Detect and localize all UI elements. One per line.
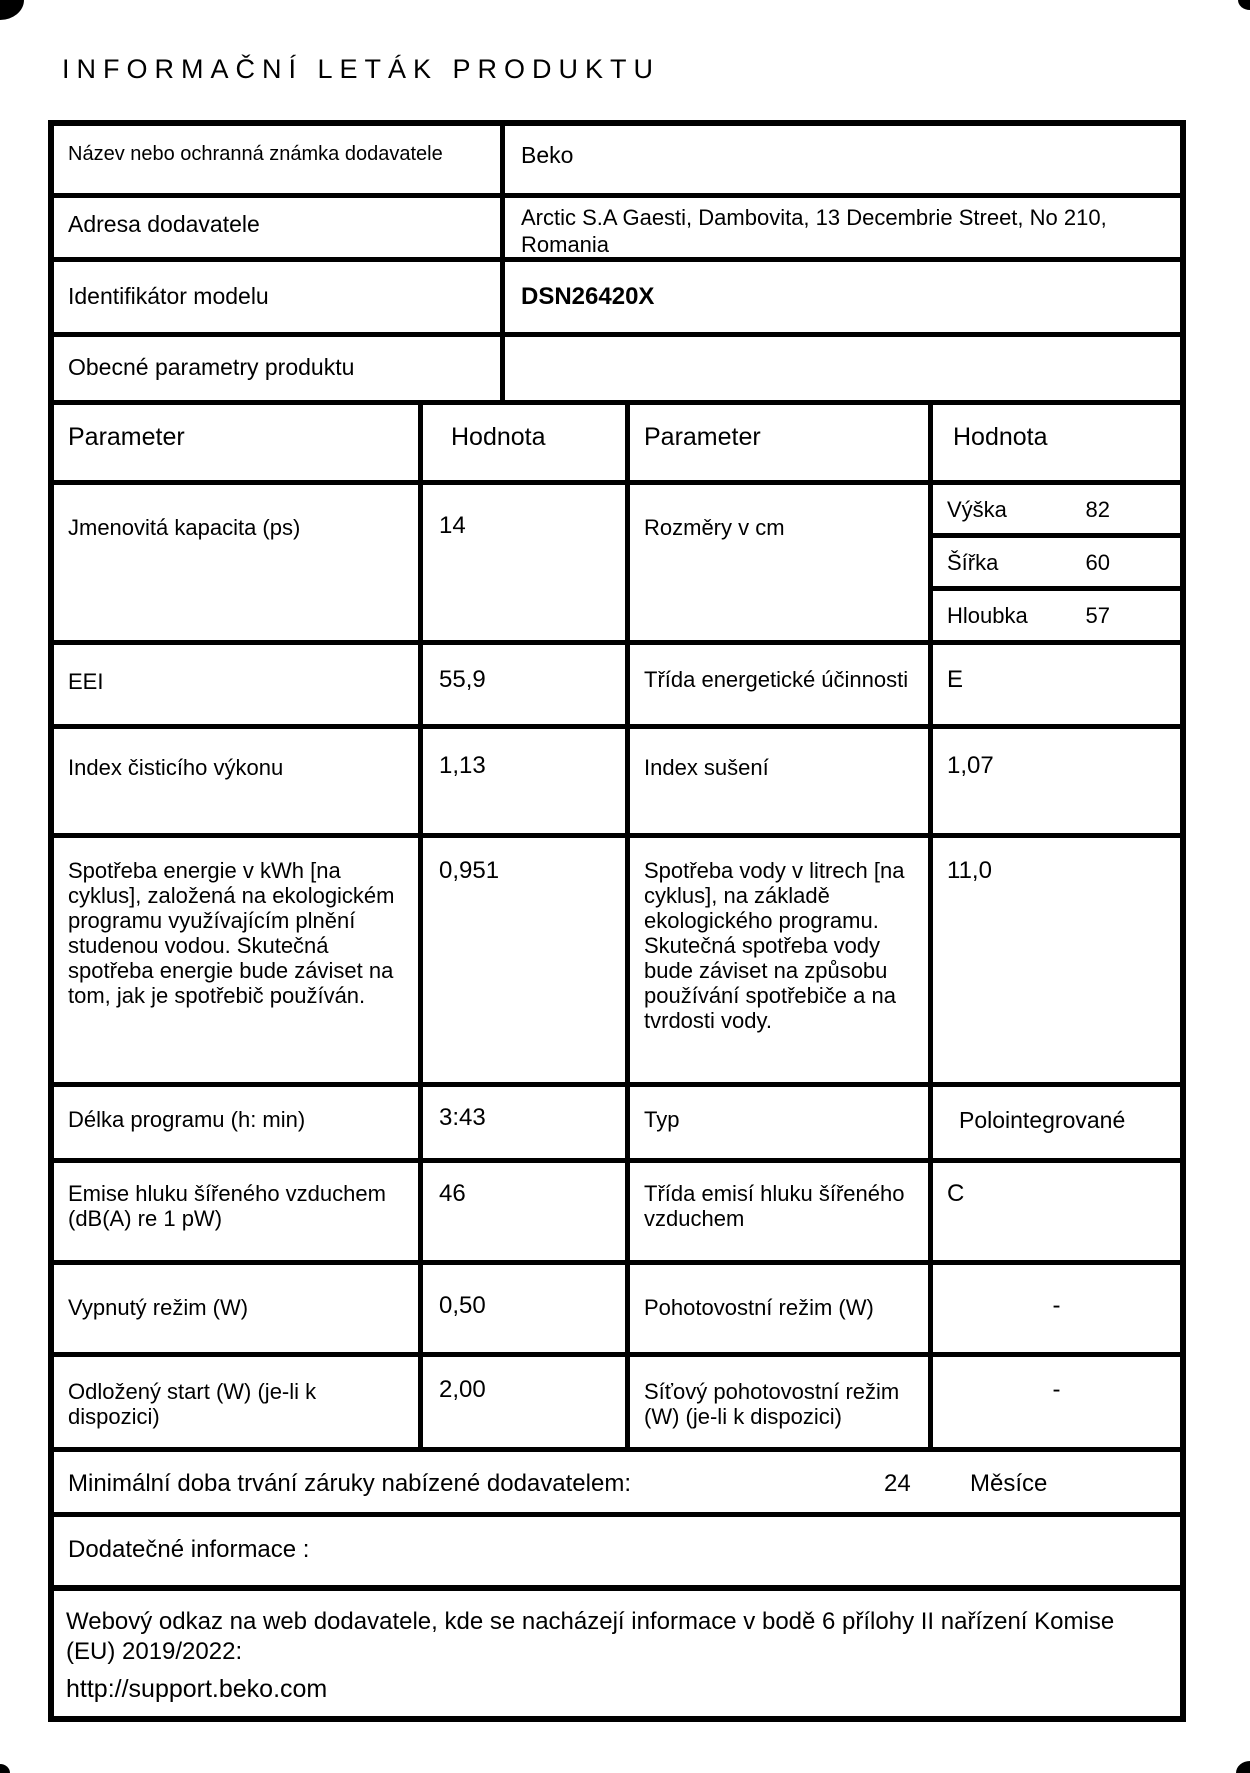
- dimension-height-label: Výška: [947, 497, 1007, 522]
- dimension-row-width: [933, 533, 1180, 586]
- dimension-width-value: 60: [1085, 550, 1110, 575]
- noise-class-label: Třída emisí hluku šířeného vzduchem: [625, 1163, 928, 1260]
- row-energy-water-consumption: [54, 833, 1180, 1082]
- program-duration-label: Délka programu (h: min): [68, 1107, 306, 1132]
- cleaning-index-label: Index čisticího výkonu: [68, 755, 284, 780]
- general-parameters-label: Obecné parametry produktu: [68, 354, 355, 380]
- network-standby-label: Síťový pohotovostní režim (W) (je-li k dispozici): [625, 1357, 928, 1447]
- warranty-value: 24: [884, 1470, 911, 1497]
- noise-emission-value: 46: [418, 1163, 625, 1260]
- standby-mode-label: Pohotovostní režim (W): [625, 1265, 928, 1352]
- general-parameters-empty-cell: [500, 337, 1180, 400]
- row-column-headers: [54, 400, 1180, 480]
- network-standby-value: -: [928, 1357, 1180, 1447]
- type-value: Polointegrované: [928, 1087, 1180, 1158]
- product-data-table: [48, 120, 1186, 1591]
- capacity-label: Jmenovitá kapacita (ps): [68, 515, 301, 540]
- column-header-parameter-right: Parameter: [625, 405, 928, 480]
- supplier-name-value: Beko: [500, 126, 1180, 193]
- weblink-description: Webový odkaz na web dodavatele, kde se nacházejí informace v bodě 6 přílohy II nařízení Komise (EU) 2019/2022:: [66, 1608, 1115, 1665]
- model-identifier-value: DSN26420X: [500, 262, 1180, 332]
- energy-class-label: Třída energetické účinnosti: [625, 645, 928, 724]
- water-consumption-value: 11,0: [928, 838, 1180, 1082]
- scan-corner-artifact: [0, 1764, 10, 1773]
- energy-consumption-label: Spotřeba energie v kWh [na cyklus], založená na ekologickém programu využívajícím plnění studenou vodou. Skutečná spotřeba energie bude záviset na tom, jak je spotřebič používán.: [68, 858, 395, 1008]
- additional-info-label: Dodatečné informace :: [68, 1536, 310, 1563]
- warranty-unit: Měsíce: [970, 1470, 1048, 1497]
- row-cleaning-drying-index: [54, 724, 1180, 833]
- noise-class-value: C: [928, 1163, 1180, 1260]
- eei-value: 55,9: [418, 645, 625, 724]
- row-supplier-address: [54, 193, 1180, 257]
- dimension-depth-label: Hloubka: [947, 603, 1028, 628]
- row-supplier-name: [54, 126, 1180, 193]
- row-eei-energy-class: [54, 640, 1180, 724]
- dimensions-label: Rozměry v cm: [625, 485, 928, 640]
- capacity-value: 14: [418, 485, 625, 640]
- noise-emission-label: Emise hluku šířeného vzduchem (dB(A) re 1 pW): [68, 1181, 386, 1231]
- dimension-depth-value: 57: [1085, 603, 1110, 628]
- dimension-width-label: Šířka: [947, 550, 999, 575]
- row-warranty: [54, 1447, 1180, 1512]
- cleaning-index-value: 1,13: [418, 729, 625, 833]
- drying-index-value: 1,07: [928, 729, 1180, 833]
- dimension-row-height: [933, 485, 1180, 533]
- row-delayed-start: [54, 1352, 1180, 1447]
- row-capacity-dimensions: [54, 480, 1180, 640]
- model-identifier-label: Identifikátor modelu: [68, 283, 269, 309]
- delayed-start-value: 2,00: [418, 1357, 625, 1447]
- eei-label: EEI: [68, 669, 104, 694]
- row-additional-info: [54, 1512, 1180, 1585]
- energy-consumption-value: 0,951: [418, 838, 625, 1082]
- program-duration-value: 3:43: [418, 1087, 625, 1158]
- energy-class-value: E: [928, 645, 1180, 724]
- supplier-weblink-box: [48, 1585, 1186, 1722]
- row-model-identifier: [54, 257, 1180, 332]
- supplier-address-label: Adresa dodavatele: [68, 211, 260, 237]
- column-header-parameter-left: Parameter: [68, 423, 185, 451]
- weblink-url[interactable]: http://support.beko.com: [66, 1675, 328, 1703]
- column-header-value-right: Hodnota: [928, 405, 1180, 480]
- drying-index-label: Index sušení: [625, 729, 928, 833]
- off-mode-label: Vypnutý režim (W): [68, 1295, 249, 1320]
- scan-corner-artifact: [1238, 0, 1250, 10]
- dimension-height-value: 82: [1085, 497, 1110, 522]
- dimensions-subtable: [928, 485, 1180, 640]
- row-duration-type: [54, 1082, 1180, 1158]
- type-label: Typ: [625, 1087, 928, 1158]
- column-header-value-left: Hodnota: [418, 405, 625, 480]
- supplier-name-label: Název nebo ochranná známka dodavatele: [68, 143, 443, 165]
- row-general-parameters: [54, 332, 1180, 400]
- standby-mode-value: -: [928, 1265, 1180, 1352]
- water-consumption-label: Spotřeba vody v litrech [na cyklus], na základě ekologického programu. Skutečná spotřeba vody bude záviset na způsobu používání spotřebiče a na tvrdosti vody.: [625, 838, 928, 1082]
- warranty-label: Minimální doba trvání záruky nabízené dodavatelem:: [68, 1470, 631, 1497]
- page-title: INFORMAČNÍ LETÁK PRODUKTU: [62, 54, 661, 84]
- row-noise-emission: [54, 1158, 1180, 1260]
- off-mode-value: 0,50: [418, 1265, 625, 1352]
- supplier-address-value: Arctic S.A Gaesti, Dambovita, 13 Decembrie Street, No 210, Romania: [500, 198, 1180, 257]
- scan-corner-artifact: [0, 0, 24, 20]
- scan-corner-artifact: [1236, 1761, 1250, 1773]
- dimension-row-depth: [933, 586, 1180, 640]
- delayed-start-label: Odložený start (W) (je-li k dispozici): [68, 1379, 317, 1429]
- row-off-standby-mode: [54, 1260, 1180, 1352]
